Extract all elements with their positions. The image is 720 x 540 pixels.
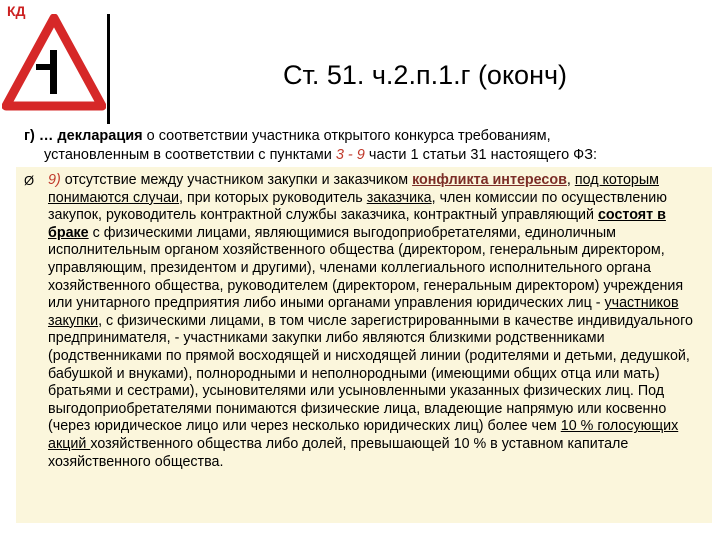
voting-shares-term: 10 % голосующих акций	[48, 418, 679, 452]
item-text-part: , при которых руководитель	[179, 189, 367, 206]
customer-term: заказчика	[366, 189, 432, 206]
item-text-part: , член комиссии по осуществлению закупок, руководитель контрактной службы заказчика, контрактный управляющий	[48, 189, 667, 224]
intro-lead: г) … декларация	[24, 128, 143, 144]
intro-paragraph	[24, 127, 704, 165]
arrow-bullet-icon: Ø	[24, 173, 35, 188]
participants-term: участников закупки	[48, 295, 679, 329]
item-text	[24, 172, 700, 471]
intro-lead-rest: о соответствии участника открытого конкурса требованиям,	[142, 128, 551, 144]
intro-line-2	[24, 146, 704, 165]
header-divider	[107, 14, 110, 124]
item-text-part: , с физическими лицами, в том числе зарегистрированными в качестве индивидуального предпринимателя, - участниками закупки либо являются близкими родственниками (родственниками по прямой восходящей и нисходящей линии (родителями и детьми, дедушкой, бабушкой и внуками), полнородными и неполнородными (имеющими общих отца или мать) братьями и сестрами), усыновителями или усыновленными указанных физических лиц. Под выгодоприобретателями понимаются физические лица, владеющие напрямую или косвенно (через юридическое лицо или через несколько юридических лиц) более чем	[48, 312, 693, 435]
item-text-part: с физическими лицами, являющимися выгодоприобретателями, единоличным исполнительным органом хозяйственного общества (директором, генеральным директором, управляющим, президентом и другими), членами коллегиального исполнительного органа хозяйственного общества, руководителем (директором, генеральным директором) учреждения или унитарного предприятия либо иными органами управления юридических лиц -	[48, 224, 684, 312]
item-text-part: хозяйственного общества либо долей, превышающей 10 % в уставном капитале хозяйственного общества.	[48, 435, 629, 470]
intro-item-numbers: 3 - 9	[335, 147, 365, 163]
item-text-part: ,	[566, 172, 575, 188]
definition-phrase: под которым понимаются случаи	[48, 172, 659, 206]
item-number: 9)	[48, 172, 61, 188]
list-item	[24, 172, 700, 471]
conflict-of-interest-term: конфликта интересов	[412, 172, 567, 188]
intro-text-end: части 1 статьи 31 настоящего ФЗ:	[364, 147, 597, 163]
intro-line-1	[24, 127, 704, 146]
badge-label: КД	[7, 3, 26, 19]
page-title: Ст. 51. ч.2.п.1.г (оконч)	[282, 60, 568, 90]
item-text-part: отсутствие между участником закупки и заказчиком	[60, 172, 413, 188]
married-term: состоят в браке	[48, 207, 666, 241]
warning-road-sign-icon	[2, 14, 106, 112]
intro-text: установленным в соответствии с пунктами	[44, 147, 336, 163]
